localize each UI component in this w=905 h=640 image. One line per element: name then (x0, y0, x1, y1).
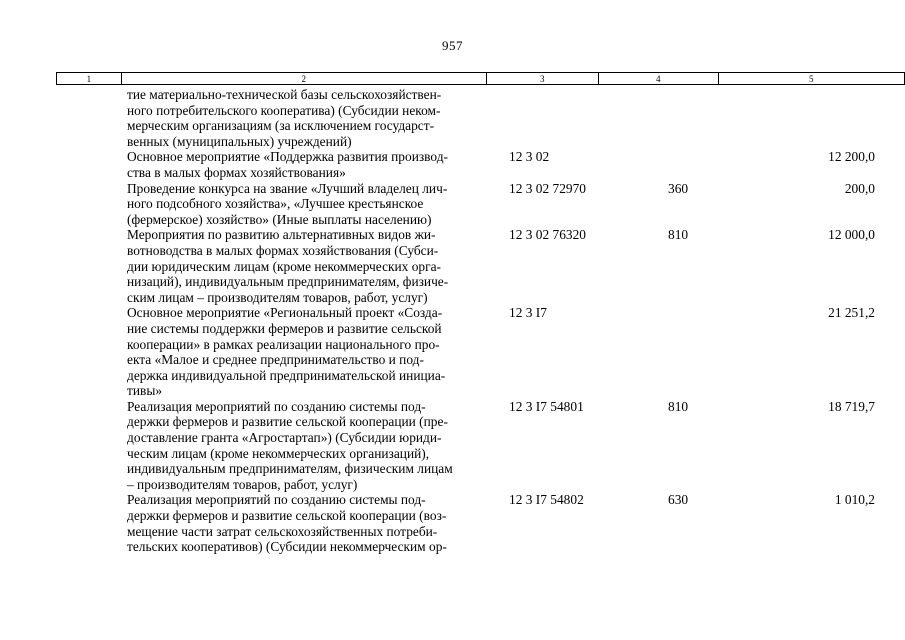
description-line: венных (муниципальных) учреждений) (127, 133, 352, 149)
table-row (0, 492, 905, 554)
row-description (127, 227, 499, 305)
column-header-row (57, 73, 905, 85)
row-code: 12 3 02 72970 (509, 180, 586, 196)
table-row (0, 305, 905, 399)
row-expense-type: 630 (668, 492, 689, 508)
description-line: Реализация мероприятий по созданию системы под- (127, 492, 426, 508)
description-line: (фермерское) хозяйство» (Иные выплаты населению) (127, 211, 432, 227)
description-line: тивы» (127, 383, 163, 399)
table-row (0, 149, 905, 180)
description-line: ства в малых формах хозяйствования» (127, 164, 346, 180)
row-description (127, 305, 499, 399)
row-expense-type: 360 (668, 180, 689, 196)
description-line: доставление гранта «Агростартап») (Субсидии юриди- (127, 430, 442, 446)
row-amount: 18 719,7 (828, 398, 875, 414)
description-line: держки фермеров и развитие сельской кооперации (пре- (127, 414, 448, 430)
description-line: держка индивидуальной предпринимательской инициа- (127, 367, 446, 383)
description-line: – производителям товаров, работ, услуг) (127, 476, 358, 492)
column-header-3: 3 (486, 73, 598, 85)
description-line: Реализация мероприятий по созданию системы под- (127, 398, 426, 414)
description-line: ским лицам – производителям товаров, работ, услуг) (127, 289, 428, 305)
row-amount: 12 200,0 (828, 149, 875, 165)
description-line: Основное мероприятие «Поддержка развития производ- (127, 149, 448, 165)
description-line: ческим лицам (кроме некоммерческих организаций), (127, 445, 430, 461)
row-expense-type: 810 (668, 398, 689, 414)
description-line: кооперации» в рамках реализации национального про- (127, 336, 440, 352)
row-expense-type: 810 (668, 227, 689, 243)
description-line: низаций), индивидуальным предпринимателям, физиче- (127, 274, 449, 290)
description-line: мещение части затрат сельскохозяйственных потреби- (127, 523, 438, 539)
description-line: ние системы поддержки фермеров и развитие сельской (127, 320, 442, 336)
row-description (127, 87, 499, 149)
budget-rows (0, 87, 905, 555)
row-amount: 200,0 (844, 180, 875, 196)
row-code: 12 3 I7 (509, 305, 547, 321)
row-description (127, 399, 499, 493)
description-line: держки фермеров и развитие сельской кооперации (воз- (127, 508, 447, 524)
description-line: ного подсобного хозяйства», «Лучшее крестьянское (127, 196, 424, 212)
description-line: индивидуальным предпринимателям, физическим лицам (127, 461, 453, 477)
row-amount: 1 010,2 (834, 492, 875, 508)
description-line: Основное мероприятие «Региональный проект «Созда- (127, 305, 443, 321)
description-line: Проведение конкурса на звание «Лучший владелец лич- (127, 180, 448, 196)
description-line: тие материально-технической базы сельскохозяйствен- (127, 87, 442, 102)
row-description (127, 492, 499, 554)
table-row (0, 227, 905, 305)
row-amount: 21 251,2 (828, 305, 875, 321)
table-row (0, 399, 905, 493)
column-header-1: 1 (57, 73, 122, 85)
description-line: дии юридическим лицам (кроме некоммерческих орга- (127, 258, 442, 274)
row-description (127, 181, 499, 228)
column-header-4: 4 (598, 73, 718, 85)
table-row (0, 181, 905, 228)
row-amount: 12 000,0 (828, 227, 875, 243)
row-description (127, 149, 499, 180)
column-header-2: 2 (121, 73, 486, 85)
column-header-table (56, 72, 905, 85)
description-line: ного потребительского кооператива) (Субсидии неком- (127, 102, 441, 118)
description-line: тельских кооперативов) (Субсидии некоммерческим ор- (127, 539, 447, 555)
row-code: 12 3 02 76320 (509, 227, 586, 243)
description-line: екта «Малое и среднее предпринимательство и под- (127, 352, 424, 368)
description-line: мерческим организациям (за исключением государст- (127, 118, 435, 134)
row-code: 12 3 I7 54802 (509, 492, 584, 508)
description-line: Мероприятия по развитию альтернативных видов жи- (127, 227, 436, 243)
description-line: вотноводства в малых формах хозяйствования (Субси- (127, 242, 439, 258)
row-code: 12 3 02 (509, 149, 550, 165)
row-code: 12 3 I7 54801 (509, 398, 584, 414)
table-row (0, 87, 905, 149)
page-number: 957 (442, 38, 463, 53)
column-header-5: 5 (718, 73, 904, 85)
